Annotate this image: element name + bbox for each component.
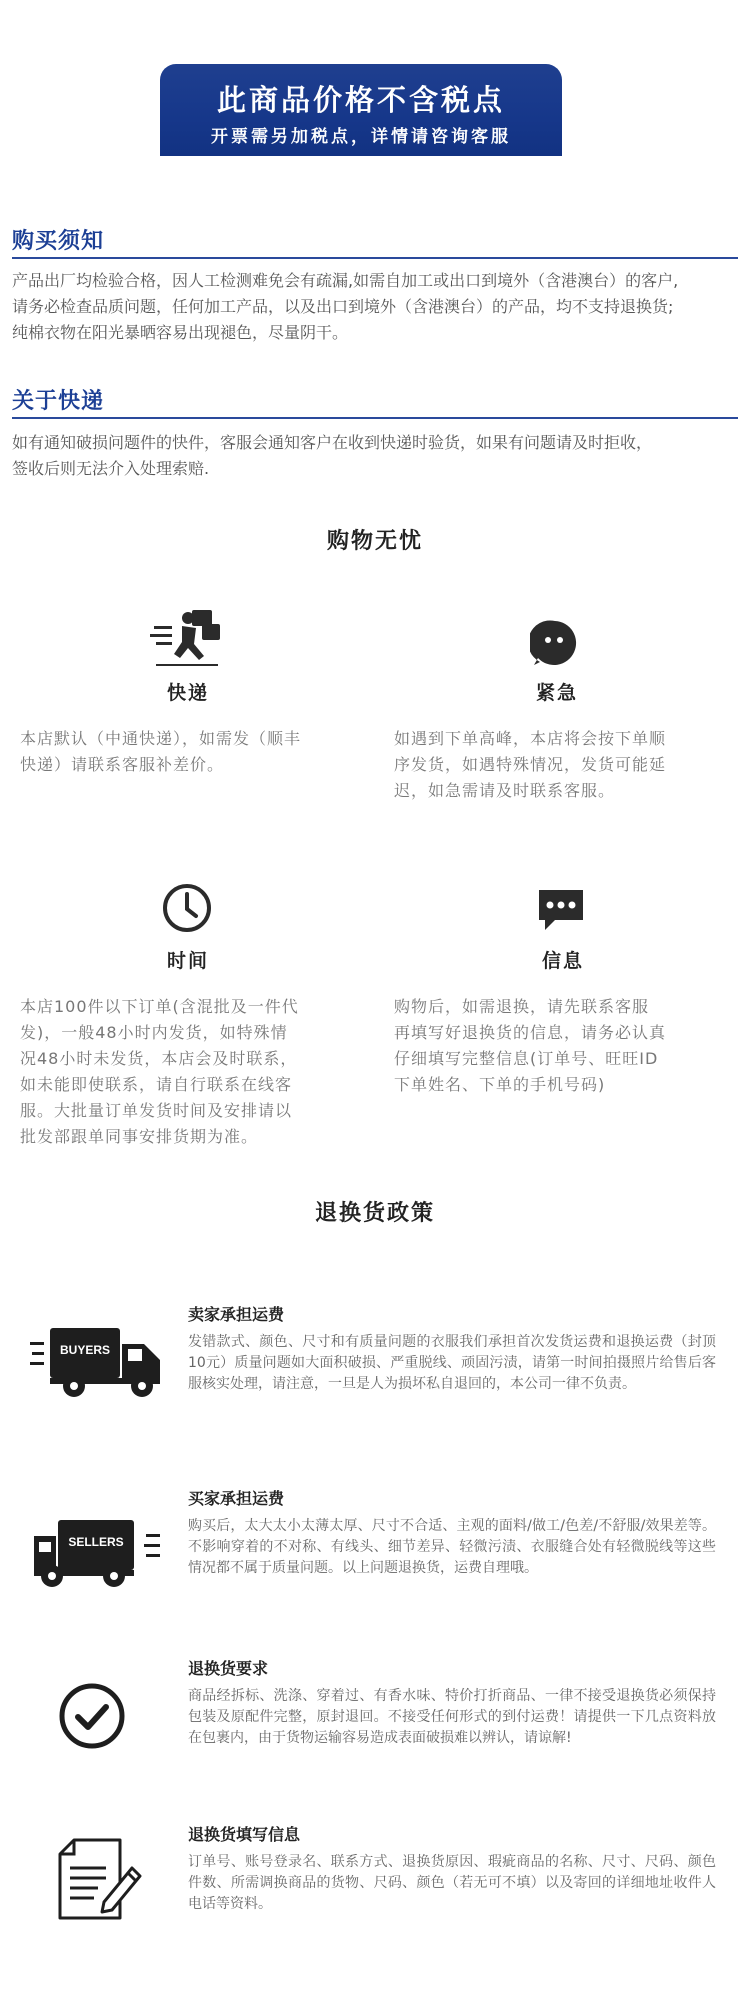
policy-text-requirements: 商品经拆标、洗涤、穿着过、有香水味、特价打折商品、一律不接受退换货必须保持包装及原配件完整，原封退回。不接受任何形式的到付运费！请提供一下几点资料放在包裹内，由于货物运输容易造成表面破损难以辨认，请谅解!	[188, 1688, 716, 1746]
purchase-notice-body	[12, 268, 738, 346]
policy-title-requirements: 退换货要求	[188, 1659, 269, 1678]
delivery-body	[12, 430, 738, 482]
policy-text-buyer-pays: 购买后，太大太小太薄太厚、尺寸不合适、主观的面料/做工/色差/不舒服/效果差等。不影响穿着的不对称、有线头、细节差异、轻微污渍、衣服缝合处有轻微脱线等这些情况都不属于质量问题。以上问题退换货，运费自理哦。	[188, 1518, 716, 1576]
policy-title-form-info: 退换货填写信息	[188, 1825, 301, 1844]
worry-free-heading: 购物无忧	[326, 529, 423, 554]
delivery-line: 如有通知破损问题件的快件，客服会通知客户在收到快递时验货，如果有问题请及时拒收，	[12, 433, 653, 452]
feature-title-express: 快递	[166, 682, 209, 704]
truck-badge-buyers: BUYERS	[59, 1343, 111, 1357]
purchase-notice-title: 购买须知	[12, 224, 738, 259]
truck-badge-sellers: SELLERS	[68, 1535, 124, 1549]
feature-text-express: 本店默认（中通快递），如需发（顺丰 快递）请联系客服补差价。	[20, 729, 302, 774]
feature-text-time: 本店100件以下订单(含混批及一件代 发)，一般48小时内发货，如特殊情 况48小时未发货，本店会及时联系， 如未能即使联系，请自行联系在线客 服。大批量订单发货时间及安排请以 批发部跟单同事安排货期为准。	[20, 997, 299, 1146]
feature-title-time: 时间	[166, 950, 209, 972]
delivery-title: 关于快递	[12, 384, 738, 419]
urgent-bubble-icon	[530, 618, 580, 672]
banner-title: 此商品价格不含税点	[216, 83, 505, 117]
policy-text-seller-pays: 发错款式、颜色、尺寸和有质量问题的衣服我们承担首次发货运费和退换运费（封顶10元）质量问题如大面积破损、严重脱线、顽固污渍，请第一时间拍摄照片给售后客服核实处理，请注意，一旦是人为损坏私自退回的，本公司一律不负责。	[188, 1334, 716, 1392]
message-dots-icon	[535, 886, 587, 938]
purchase-notice-line: 请务必检查品质问题，任何加工产品，以及出口到境外（含港澳台）的产品，均不支持退换货;	[12, 297, 674, 316]
policy-title-buyer-pays: 买家承担运费	[188, 1489, 285, 1508]
purchase-notice-line: 产品出厂均检验合格，因人工检测难免会有疏漏,如需自加工或出口到境外（含港澳台）的客户,	[12, 271, 679, 290]
purchase-notice-line: 纯棉衣物在阳光暴晒容易出现褪色，尽量阴干。	[12, 323, 349, 342]
buyers-truck-icon	[30, 1318, 164, 1404]
policy-title-seller-pays: 卖家承担运费	[188, 1305, 285, 1324]
tax-notice-banner	[160, 64, 562, 156]
feature-text-info: 购物后，如需退换，请先联系客服 再填写好退换货的信息，请务必认真 仔细填写完整信息(订单号、旺旺ID 下单姓名、下单的手机号码)	[394, 997, 667, 1094]
feature-title-info: 信息	[541, 950, 584, 972]
courier-running-icon	[150, 608, 226, 674]
policy-text-form-info: 订单号、账号登录名、联系方式、退换货原因、瑕疵商品的名称、尺寸、尺码、颜色件数、所需调换商品的货物、尺码、颜色（若无可不填）以及寄回的详细地址收件人电话等资料。	[188, 1854, 716, 1912]
delivery-line: 签收后则无法介入处理索赔.	[12, 459, 210, 478]
feature-text-urgent: 如遇到下单高峰，本店将会按下单顺 序发货，如遇特殊情况，发货可能延 迟，如急需请及时联系客服。	[394, 729, 667, 800]
document-pen-icon	[56, 1838, 146, 1928]
sellers-truck-icon	[30, 1506, 164, 1592]
feature-title-urgent: 紧急	[535, 682, 578, 704]
clock-icon	[161, 882, 213, 938]
banner-subtitle: 开票需另加税点，详情请咨询客服	[211, 127, 511, 147]
return-policy-heading: 退换货政策	[314, 1201, 435, 1226]
check-circle-icon	[58, 1682, 126, 1754]
